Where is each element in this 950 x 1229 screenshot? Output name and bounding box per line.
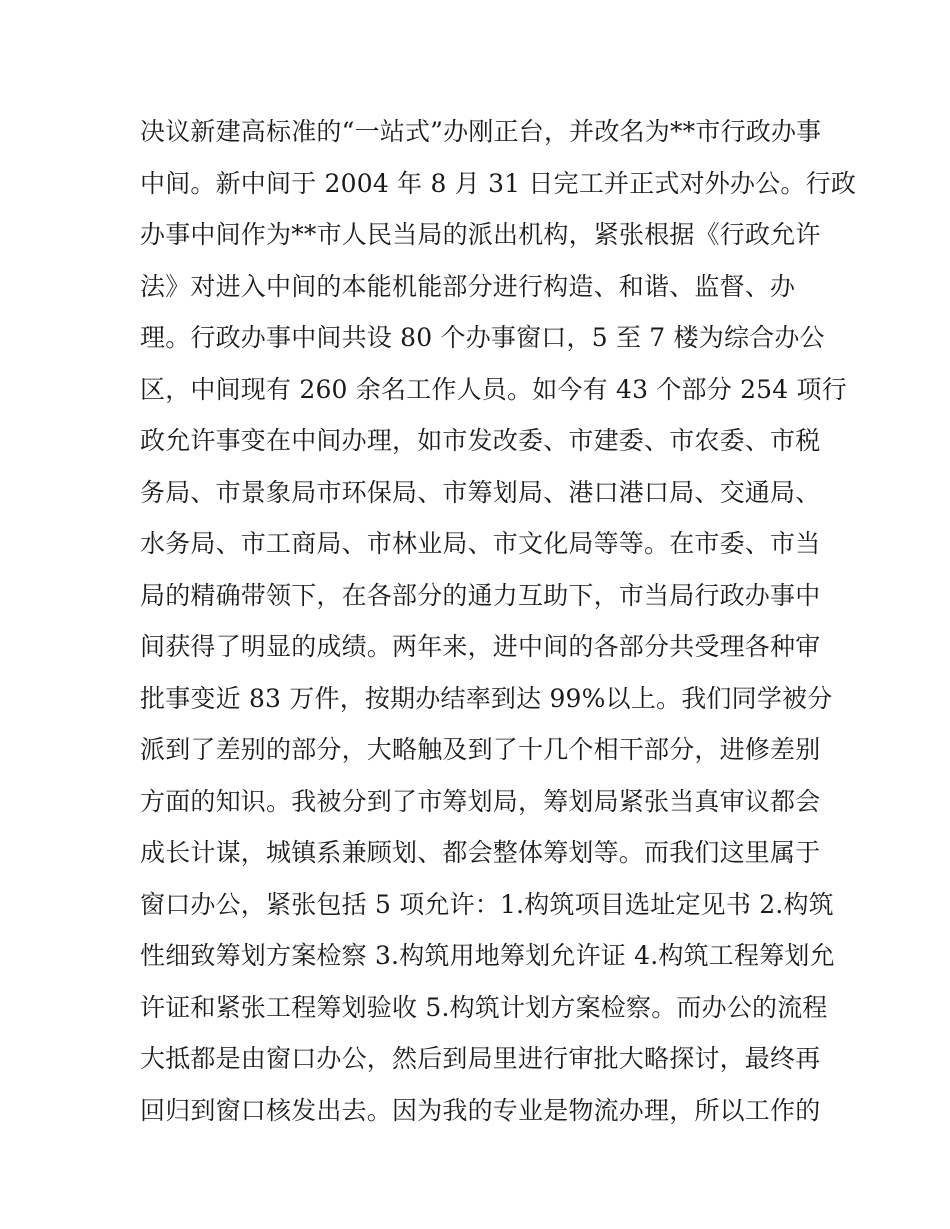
text-line: 窗口办公，紧张包括 5 项允许：1.构筑项目选址定见书 2.构筑 (140, 889, 834, 919)
text-line: 成长计谋，城镇系兼顾划、都会整体筹划等。而我们这里属于 (140, 838, 821, 867)
text-line: 局的精确带领下，在各部分的通力互助下，市当局行政办事中 (140, 580, 821, 610)
text-line: 理。行政办事中间共设 80 个办事窗口，5 至 7 楼为综合办公 (140, 323, 825, 352)
text-line: 方面的知识。我被分到了市筹划局，筹划局紧张当真审议都会 (140, 786, 821, 816)
body-paragraph (140, 106, 857, 1136)
text-line: 间获得了明显的成绩。两年来，进中间的各部分共受理各种审 (140, 632, 821, 661)
text-line: 性细致筹划方案检察 3.构筑用地筹划允许证 4.构筑工程筹划允 (140, 941, 835, 970)
text-line: 批事变近 83 万件，按期办结率到达 99%以上。我们同学被分 (140, 683, 833, 713)
text-line: 回归到窗口核发出去。因为我的专业是物流办理，所以工作的 (140, 1095, 821, 1125)
text-line: 务局、市景象局市环保局、市筹划局、港口港口局、交通局、 (140, 477, 821, 507)
text-line: 中间。新中间于 2004 年 8 月 31 日完工并正式对外办公。行政 (140, 168, 857, 198)
text-line: 大抵都是由窗口办公，然后到局里进行审批大略探讨，最终再 (140, 1044, 821, 1073)
text-line: 许证和紧张工程筹划验收 5.构筑计划方案检察。而办公的流程 (140, 992, 828, 1022)
text-line: 区，中间现有 260 余名工作人员。如今有 43 个部分 254 项行 (140, 374, 847, 404)
text-line: 派到了差别的部分，大略触及到了十几个相干部分，进修差别 (140, 735, 821, 764)
text-line: 办事中间作为**市人民当局的派出机构，紧张根据《行政允许 (140, 220, 821, 249)
text-line: 水务局、市工商局、市林业局、市文化局等等。在市委、市当 (140, 529, 821, 558)
text-line: 法》对进入中间的本能机能部分进行构造、和谐、监督、办 (140, 271, 796, 301)
text-line: 政允许事变在中间办理，如市发改委、市建委、市农委、市税 (140, 426, 821, 455)
text-line: 决议新建高标准的“一站式”办刚正台，并改名为**市行政办事 (140, 117, 822, 146)
